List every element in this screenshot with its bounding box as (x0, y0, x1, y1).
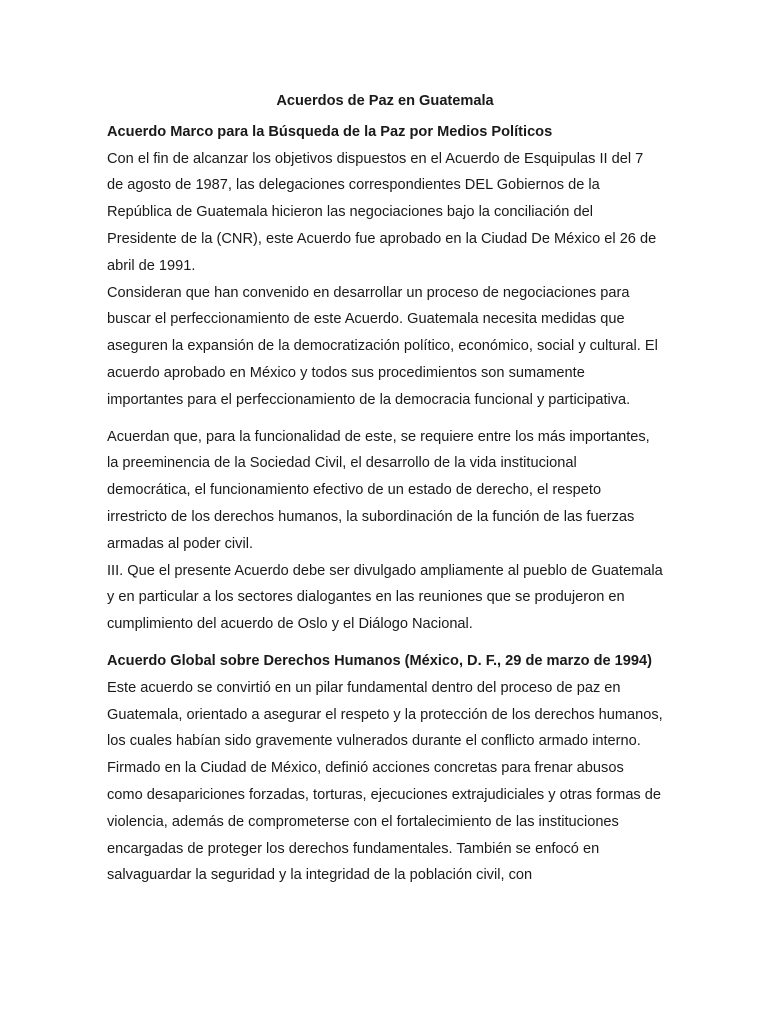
paragraph: III. Que el presente Acuerdo debe ser divulgado ampliamente al pueblo de Guatemala y en particular a los sectores dialogantes en las reuniones que se produjeron en cumplimiento del acuerdo de Oslo y el Diálogo Nacional. (107, 562, 663, 633)
section-heading-acuerdo-marco: Acuerdo Marco para la Búsqueda de la Paz por Medios Políticos (107, 123, 553, 140)
paragraph: Acuerdan que, para la funcionalidad de este, se requiere entre los más importantes, la preeminencia de la Sociedad Civil, el desarrollo de la vida institucional democrática, el funcionamiento efectivo de un estado de derecho, el respeto irrestricto de los derechos humanos, la subordinación de la función de las fuerzas armadas al poder civil. (107, 428, 650, 552)
document-body (107, 88, 663, 889)
section-heading-derechos-humanos: Acuerdo Global sobre Derechos Humanos (México, D. F., 29 de marzo de 1994) (107, 652, 652, 669)
document-title: Acuerdos de Paz en Guatemala (276, 93, 494, 109)
paragraph: Consideran que han convenido en desarrollar un proceso de negociaciones para buscar el perfeccionamiento de este Acuerdo. Guatemala necesita medidas que aseguren la expansión de la democratización político, económico, social y cultural. El acuerdo aprobado en México y todos sus procedimientos son sumamente importantes para el perfeccionamiento de la democracia funcional y participativa. (107, 284, 658, 408)
paragraph: Con el fin de alcanzar los objetivos dispuestos en el Acuerdo de Esquipulas II del 7 de agosto de 1987, las delegaciones correspondientes DEL Gobiernos de la República de Guatemala hicieron las negociaciones bajo la conciliación del Presidente de la (CNR), este Acuerdo fue aprobado en la Ciudad De México el 26 de abril de 1991. (107, 150, 657, 274)
paragraph: Este acuerdo se convirtió en un pilar fundamental dentro del proceso de paz en Guatemala, orientado a asegurar el respeto y la protección de los derechos humanos, los cuales habían sido gravemente vulnerados durante el conflicto armado interno. Firmado en la Ciudad de México, definió acciones concretas para frenar abusos como desapariciones forzadas, torturas, ejecuciones extrajudiciales y otras formas de violencia, además de comprometerse con el fortalecimiento de las instituciones encargadas de proteger los derechos fundamentales. También se enfocó en salvaguardar la seguridad y la integridad de la población civil, con (107, 679, 663, 884)
